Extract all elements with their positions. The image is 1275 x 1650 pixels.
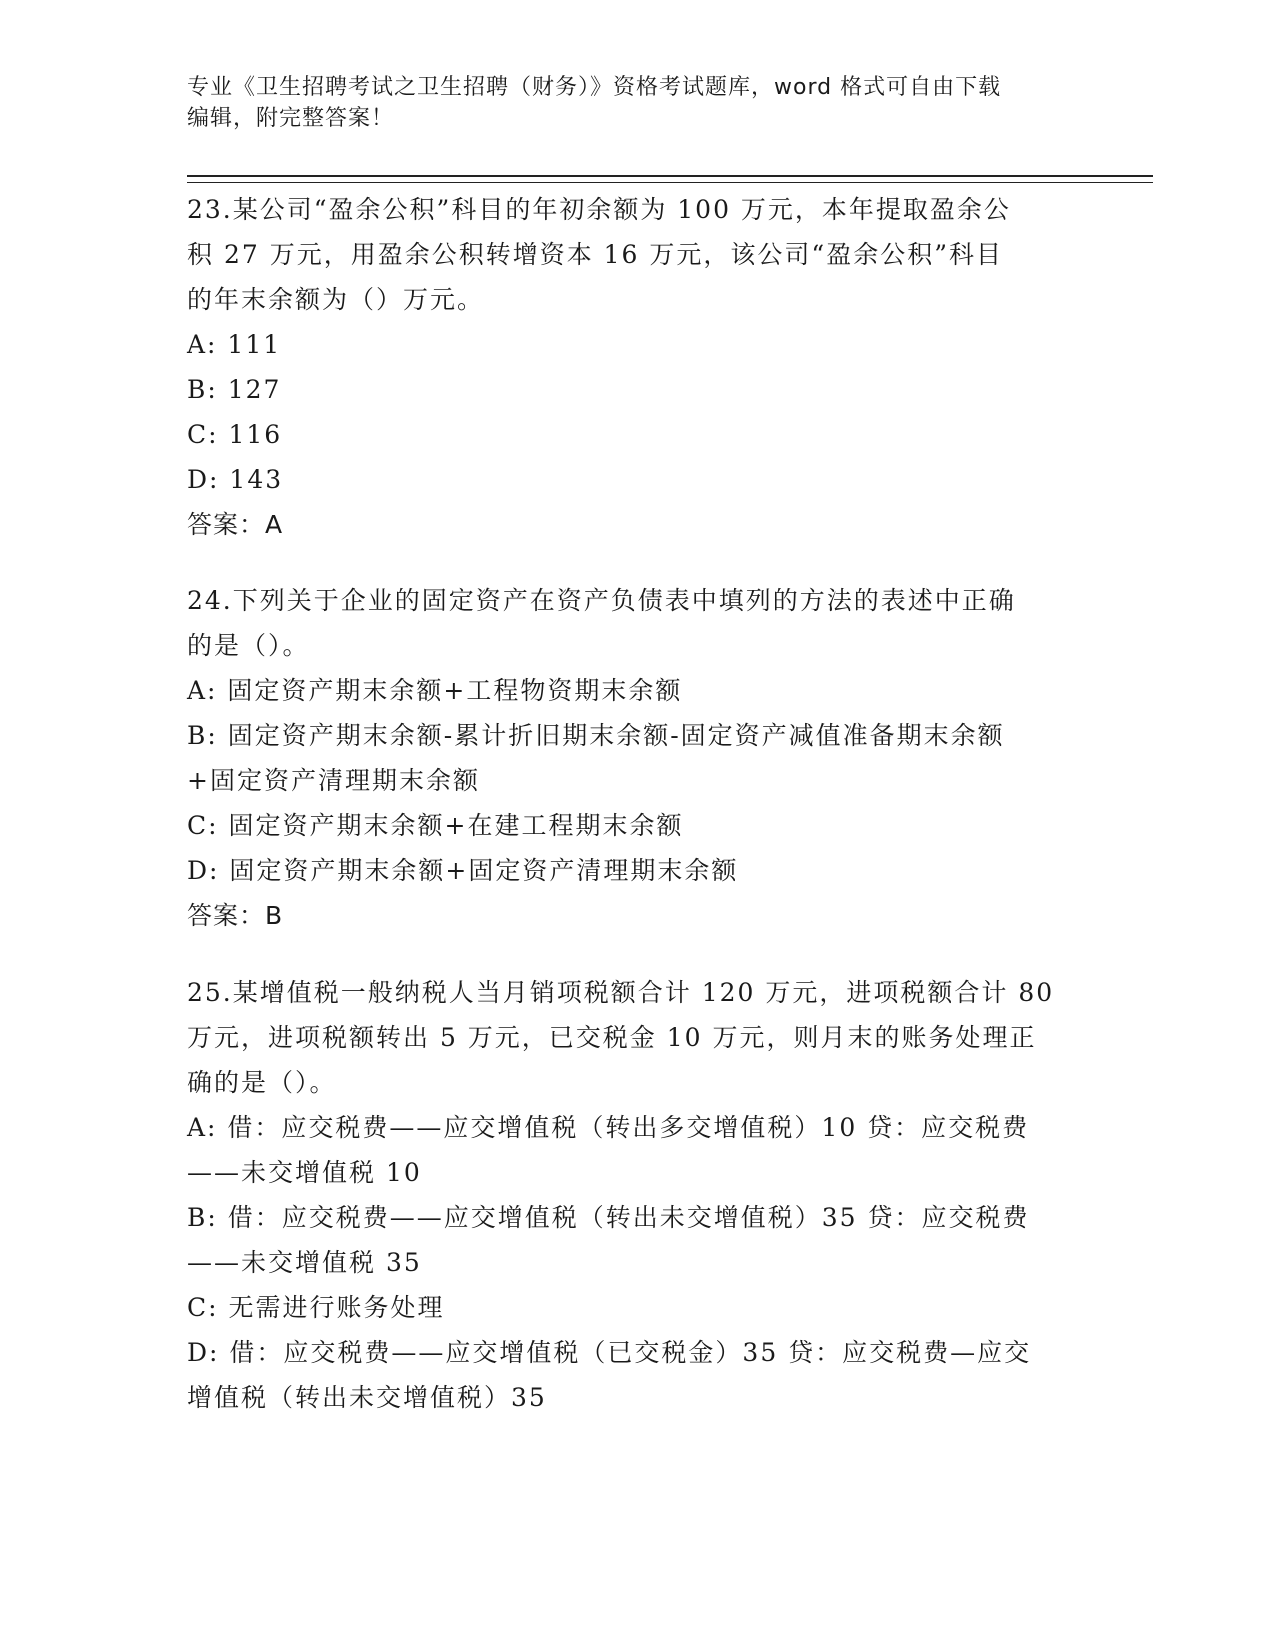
stem-line: 的年末余额为（）万元。: [187, 285, 485, 314]
stem-line: 23.某公司“盈余公积”科目的年初余额为 100 万元，本年提取盈余公: [187, 195, 1011, 224]
answer-label: 答案：A: [187, 510, 284, 539]
stem-line: 确的是（）。: [187, 1068, 337, 1097]
question-stem: [187, 187, 1077, 322]
option-a: [187, 1105, 1077, 1195]
document-header: [187, 72, 1067, 134]
option-a: A: 固定资产期末余额+工程物资期末余额: [187, 676, 683, 705]
option-a: A: 111: [187, 330, 282, 359]
option-line: B: 固定资产期末余额-累计折旧期末余额-固定资产减值准备期末余额: [187, 721, 1005, 750]
question-stem: [187, 578, 1077, 668]
option-d: [187, 1330, 1077, 1420]
option-line: ——未交增值税 10: [187, 1158, 422, 1187]
option-line: 增值税（转出未交增值税）35: [187, 1383, 547, 1412]
option-line: ——未交增值税 35: [187, 1248, 422, 1277]
stem-line: 万元，进项税额转出 5 万元，已交税金 10 万元，则月末的账务处理正: [187, 1023, 1037, 1052]
option-c: C: 116: [187, 420, 283, 449]
header-rule-thin: [187, 182, 1153, 183]
question-23: [187, 187, 1077, 547]
stem-line: 积 27 万元，用盈余公积转增资本 16 万元，该公司“盈余公积”科目: [187, 240, 1003, 269]
option-c: C: 无需进行账务处理: [187, 1293, 445, 1322]
header-rule-thick: [187, 175, 1153, 177]
stem-line: 25.某增值税一般纳税人当月销项税额合计 120 万元，进项税额合计 80: [187, 978, 1055, 1007]
option-c: C: 固定资产期末余额+在建工程期末余额: [187, 811, 684, 840]
header-line-2: 编辑，附完整答案！: [187, 106, 395, 131]
option-line: D: 借：应交税费——应交增值税（已交税金）35 贷：应交税费—应交: [187, 1338, 1032, 1367]
question-24: [187, 578, 1077, 938]
answer-label: 答案：B: [187, 901, 284, 930]
stem-line: 24.下列关于企业的固定资产在资产负债表中填列的方法的表述中正确: [187, 586, 1016, 615]
option-b: [187, 1195, 1077, 1285]
header-line-1: 专业《卫生招聘考试之卫生招聘（财务）》资格考试题库，word 格式可自由下载: [187, 75, 1002, 100]
option-d: D: 固定资产期末余额+固定资产清理期末余额: [187, 856, 739, 885]
option-d: D: 143: [187, 465, 284, 494]
option-line: A: 借：应交税费——应交增值税（转出多交增值税）10 贷：应交税费: [187, 1113, 1030, 1142]
option-b: [187, 713, 1077, 803]
option-line: B: 借：应交税费——应交增值税（转出未交增值税）35 贷：应交税费: [187, 1203, 1030, 1232]
question-25: [187, 970, 1077, 1420]
option-b: B: 127: [187, 375, 282, 404]
stem-line: 的是（）。: [187, 631, 310, 660]
option-line: +固定资产清理期末余额: [187, 766, 480, 795]
question-stem: [187, 970, 1077, 1105]
